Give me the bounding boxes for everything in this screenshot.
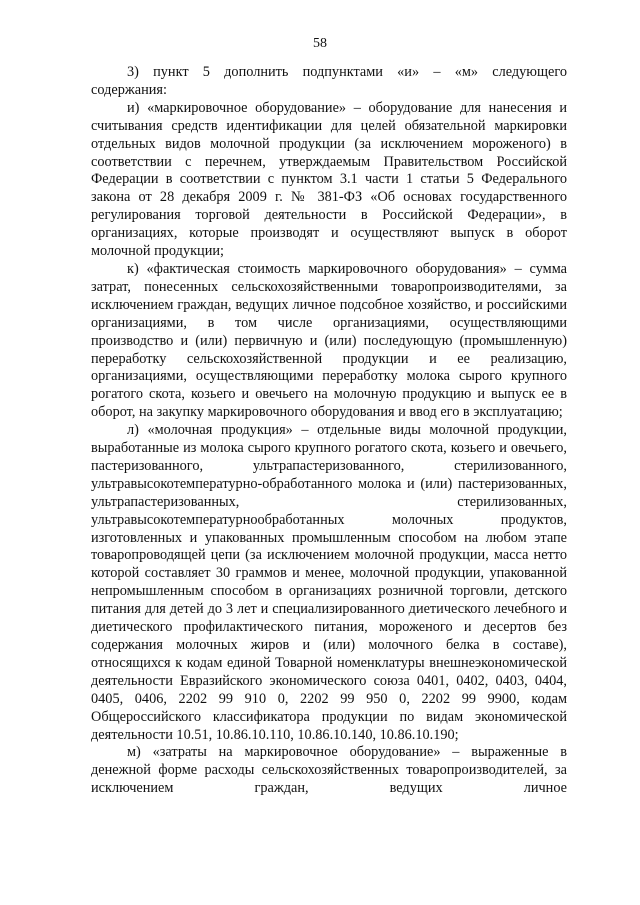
page-number: 58 (313, 36, 327, 51)
paragraph-subitem-k: к) «фактическая стоимость маркировочного оборудования» – сумма затрат, понесенных сельскохозяйственными товаропроизводителями, за исключением граждан, ведущих личное подсобное хозяйство, и российскими организациями, в том числе организациями, осуществляющими производство и (или) первичную и (или) последующую (промышленную) переработку сельскохозяйственной продукции и ее реализацию, организациями, осуществляющими переработку молока сырого крупного рогатого скота, козьего и овечьего на молочную продукцию и выпуск ее в оборот, на закупку маркировочного оборудования и ввод его в эксплуатацию; (91, 260, 567, 421)
paragraph-subitem-i: и) «маркировочное оборудование» – оборудование для нанесения и считывания средств идентификации для целей обязательной маркировки отдельных видов молочной продукции (за исключением мороженого) в соответствии с перечнем, утверждаемым Правительством Российской Федерации в соответствии с пунктом 3.1 части 1 статьи 5 Федерального закона от 28 декабря 2009 г. № 381-ФЗ «Об основах государственного регулирования торговой деятельности в Российской Федерации», в организациях, которые производят и осуществляют выпуск в оборот молочной продукции; (91, 99, 567, 260)
paragraph-subitem-m: м) «затраты на маркировочное оборудование» – выраженные в денежной форме расходы сельскохозяйственных товаропроизводителей, за исключением граждан, ведущих личное (91, 744, 567, 797)
paragraph-item-3-intro: 3) пункт 5 дополнить подпунктами «и» – «м» следующего (127, 64, 567, 80)
paragraph-continuation: содержания: (91, 81, 167, 98)
document-body (91, 64, 567, 798)
paragraph-subitem-l: л) «молочная продукция» – отдельные виды молочной продукции, выработанные из молока сырого крупного рогатого скота, козьего и овечьего, пастеризованного, ультрапастеризованного, стерилизованного, ультравысокотемпературно-обработанного молока и (или) пастеризованных, ультрапастеризованных, стерилизованных, ультравысокотемпературнообработанных молочных продуктов, изготовленных и упакованных промышленным способом на любом этапе товаропроводящей цепи (за исключением молочной продукции, масса нетто которой составляет 30 граммов и менее, молочной продукции, упакованной непромышленным способом в организациях розничной торговли, детского питания для детей до 3 лет и специализированного диетического лечебного и диетического профилактического питания, мороженого и десертов без содержания молочных жиров и (или) молочного белка в составе), относящихся к кодам единой Товарной номенклатуры внешнеэкономической деятельности Евразийского экономического союза 0401, 0402, 0403, 0404, 0405, 0406, 2202 99 910 0, 2202 99 950 0, 2202 99 9900, кодам Общероссийского классификатора продукции по видам экономической деятельности 10.51, 10.86.10.110, 10.86.10.140, 10.86.10.190; (91, 422, 567, 743)
